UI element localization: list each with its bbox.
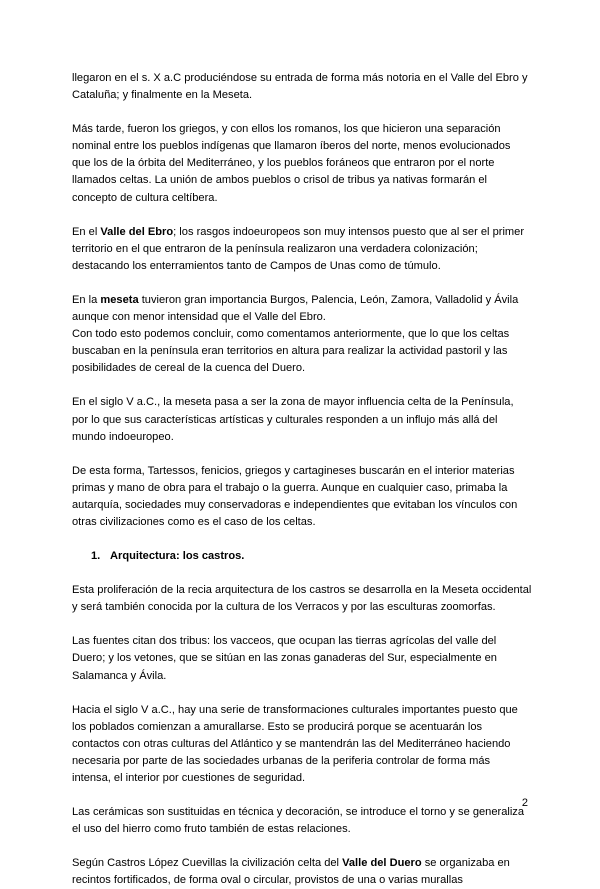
text-run: En el <box>72 225 101 238</box>
heading-text: Arquitectura: los castros. <box>110 550 245 563</box>
paragraph-1: llegaron en el s. X a.C produciéndose su entrada de forma más notoria en el Valle del Ebro y Cataluña; y finalmente en la Meseta. <box>72 72 528 102</box>
document-page <box>72 70 532 889</box>
page-number: 2 <box>521 797 528 809</box>
text-run: En la <box>72 293 101 306</box>
paragraph-lopez-cuevillas <box>72 855 532 889</box>
paragraph-conclusion: Con todo esto podemos concluir, como comentamos anteriormente, que lo que los celtas buscaban en la península eran territorios en altura para realizar la actividad pastoril y las posibilidades de cereal de la cuenca del Duero. <box>72 328 510 375</box>
text-run: tuvieron gran importancia Burgos, Palencia, León, Zamora, Valladolid y Ávila aunque con menor intensidad que el Valle del Ebro. <box>72 293 519 324</box>
paragraph-ceramicas: Las cerámicas son sustituidas en técnica y decoración, se introduce el torno y se generaliza el uso del hierro como fruto también de estas relaciones. <box>72 806 525 836</box>
paragraph-valle-ebro <box>72 224 532 275</box>
paragraph-tribus: Las fuentes citan dos tribus: los vacceos, que ocupan las tierras agrícolas del valle del Duero; y los vetones, que se sitúan en las zonas ganaderas del Sur, especialmente en Salamanca y Ávila. <box>72 635 497 682</box>
paragraph-tartessos: De esta forma, Tartessos, fenicios, griegos y cartagineses buscarán en el interior materias primas y mano de obra para el trabajo o la guerra. Aunque en cualquier caso, primaba la autarquía, sociedades muy conservadoras e independientes que evitaban los vínculos con otras civilizaciones como es el caso de los celtas. <box>72 464 518 528</box>
heading-number: 1. <box>91 550 101 563</box>
section-heading <box>72 548 532 565</box>
text-run: se organizaba en recintos fortificados, de forma oval o circular, provistos de una o varias murallas <box>72 857 510 887</box>
text-run: ; los rasgos indoeuropeos son muy intensos puesto que al ser el primer territorio en el que entraron de la península realizaron una verdadera colonización; destacando los enterramientos tanto de Campos de Unas como de túmulo. <box>72 225 525 272</box>
paragraph-meseta <box>72 292 532 326</box>
paragraph-2: Más tarde, fueron los griegos, y con ellos los romanos, los que hicieron una separación nominal entre los pueblos indígenas que llamaron íberos del norte, menos evolucionados que los de la órbita del Mediterráneo, y los pueblos foráneos que entraron por el norte llamados celtas. La unión de ambos pueblos o crisol de tribus ya nativas formarán el concepto de cultura celtíbera. <box>72 123 511 204</box>
bold-term: Valle del Ebro <box>100 225 174 238</box>
bold-term: Valle del Duero <box>342 857 422 870</box>
paragraph-amurallamiento: Hacia el siglo V a.C., hay una serie de transformaciones culturales importantes puesto que los poblados comienzan a amurallarse. Esto se producirá porque se acentuarán los contactos con otras culturas del Atlántico y se mantendrán las del Mediterráneo haciendo necesaria por parte de las sociedades urbanas de la periferia controlar de forma más intensa, el interior por cuestiones de seguridad. <box>72 703 518 784</box>
paragraph-siglo-v: En el siglo V a.C., la meseta pasa a ser la zona de mayor influencia celta de la Península, por lo que sus características artísticas y culturales responden a un influjo más allá del mundo indoeuropeo. <box>72 396 514 443</box>
paragraph-castros: Esta proliferación de la recia arquitectura de los castros se desarrolla en la Meseta occidental y será también conocida por la cultura de los Verracos y por las esculturas zoomorfas. <box>72 584 532 614</box>
text-run: Según Castros López Cuevillas la civilización celta del <box>72 857 343 870</box>
bold-term: meseta <box>100 293 139 306</box>
